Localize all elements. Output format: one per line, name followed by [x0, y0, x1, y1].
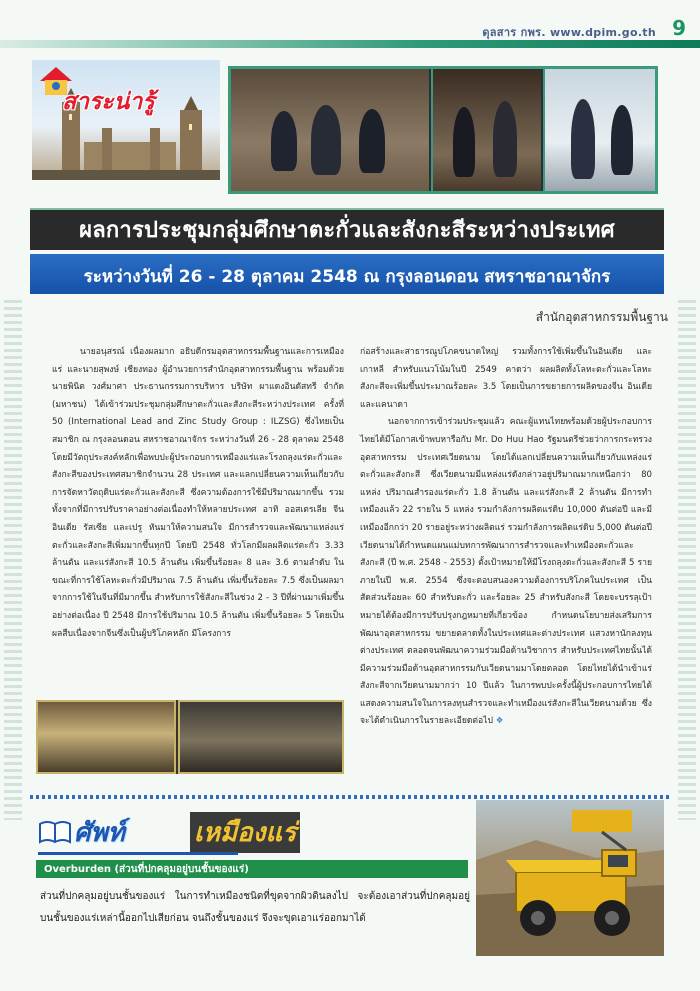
vocabulary-definition: ส่วนที่ปกคลุมอยู่บนชั้นของแร่ ในการทำเหมืองชนิดที่ขุดจากผิวดินลงไป จะต้องเอาส่วนที่ปกคลุมอยู่บนชั้นของแร่เหล่านี้ออกไปเสียก่อน จนถึงชั้นของแร่ จึงจะขุดเอาแร่ออกมาได้: [40, 891, 470, 924]
dump-truck-image: [476, 800, 664, 956]
meeting-photo-top: [228, 66, 658, 194]
left-column-text: นายอนุสรณ์ เนื่องผลมาก อธิบดีกรมอุตสาหกรรมพื้นฐานและการเหมืองแร่ และนายสุพงษ์ เชียงทอง ผู้อำนวยการสำนักอุตสาหกรรมพื้นฐาน พร้อมด้วยนายพินิต วงศ์มาศา ประธานกรรมการบริหาร บริษัท ผาแดงอินดัสทรี จำกัด (มหาชน) ได้เข้าร่วมประชุมกลุ่มศึกษาตะกั่วและสังกะสีระหว่างประเทศ ครั้งที่ 50 (International Lead and Zinc Study Group : ILZSG) ซึ่งไทยเป็นสมาชิก ณ กรุงลอนดอน สหราชอาณาจักร ระหว่างวันที่ 26 - 28 ตุลาคม 2548 โดยมีวัตถุประสงค์หลักเพื่อพบปะผู้ประกอบการเหมืองแร่และโรงถลุงแร่ตะกั่วและสังกะสีของประเทศสมาชิกจำนวน 28 ประเทศ และแลกเปลี่ยนความเห็นเกี่ยวกับการจัดหาวัตถุดิบแร่ตะกั่วและสังกะสี ซึ่งความต้องการใช้มีปริมาณมากขึ้น รวมทั้งจากที่มีการปรับราคาอย่างต่อเนื่องทำให้หลายประเทศ อาทิ ออสเตรเลีย จีน อินเดีย รัสเซีย และเปรู หันมาให้ความสนใจ มีการสำรวจและพัฒนาแหล่งแร่ตะกั่วและสังกะสีเพิ่มมากขึ้นทุกปี โดยปี 2548 ทั่วโลกมีผลผลิตแร่ตะกั่ว 3.33 ล้านตัน และแร่สังกะสี 10.5 ล้านตัน เพิ่มขึ้นร้อยละ 8 และ 3.6 ตามลำดับ ในขณะที่การใช้โลหะตะกั่วมีปริมาณ 7.5 ล้านตัน เพิ่มขึ้นร้อยละ 7.5 ซึ่งเป็นผลมาจากการใช้ในจีนที่มีมากขึ้น สำหรับการใช้สังกะสีในช่วง 2 - 3 ปีที่ผ่านมาเพิ่มขึ้นอย่างต่อเนื่อง ปี 2548 มีการใช้ปริมาณ 10.5 ล้านตัน เพิ่มขึ้นร้อยละ 5 โดยเป็นผลสืบเนื่องจากจีนซึ่งเป็นผู้บริโภคหลัก มีโครงการ: [52, 347, 344, 639]
publication-header: ดุลสาร กพร. www.dpim.go.th: [482, 26, 656, 39]
right-column-paragraph-1: ก่อสร้างและสาธารณูปโภคขนาดใหญ่ รวมทั้งการใช้เพิ่มขึ้นในอินเดีย และเกาหลี สำหรับแนวโน้มในปี 2549 คาดว่า ผลผลิตทั้งโลหะตะกั่วและโลหะสังกะสีจะเพิ่มขึ้นประมาณร้อยละ 3.5 โดยเป็นการขยายการผลิตของจีน อินเดีย และแคนาดา: [360, 347, 652, 410]
page-number: 9: [672, 16, 686, 40]
right-column-paragraph-2: นอกจากการเข้าร่วมประชุมแล้ว คณะผู้แทนไทยพร้อมด้วยผู้ประกอบการไทยได้มีโอกาสเข้าพบหารือกับ Mr. Do Huu Hao รัฐมนตรีช่วยว่าการกระทรวงอุตสาหกรรม ประเทศเวียดนาม โดยได้แลกเปลี่ยนความเห็นเกี่ยวกับแหล่งแร่ตะกั่วและสังกะสี ซึ่งเวียดนามมีแหล่งแร่ดังกล่าวอยู่ปริมาณมากเหนือกว่า 80 แหล่ง ปริมาณสำรองแร่ตะกั่ว 1.8 ล้านตัน และแร่สังกะสี 2 ล้านตัน มีการทำเหมืองแล้ว 22 รายใน 5 แหล่ง รวมกำลังการผลิตแร่ดิบ 10,000 ตันต่อปี และมีเหมืองอีกกว่า 20 รายอยู่ระหว่างผลิตแร่ รวมกำลังการผลิตแร่ดิบ 5,000 ตันต่อปี เวียดนามได้กำหนดแผนแม่บทการพัฒนาการสำรวจและทำเหมืองตะกั่วและสังกะสี (ปี พ.ศ. 2548 - 2553) ตั้งเป้าหมายให้มีโรงถลุงตะกั่วและสังกะสี 5 ราย ภายในปี พ.ศ. 2554 ซึ่งจะตอบสนองความต้องการบริโภคในประเทศ เป็นสัดส่วนร้อยละ 60 สำหรับตะกั่ว และร้อยละ 25 สำหรับสังกะสี โดยจะบรรลุเป้าหมายได้ต้องมีการปรับปรุงกฎหมายที่เกี่ยวข้อง กำหนดนโยบายส่งเสริมการพัฒนาอุตสาหกรรม ขยายตลาดทั้งในประเทศและต่างประเทศ แสวงหานักลงทุนต่างประเทศ ตลอดจนพัฒนาความร่วมมือด้านวิชาการ สำหรับประเทศไทยนั้นได้มีความร่วมมือด้านอุตสาหกรรมกับเวียดนามมาโดยตลอด โดยไทยได้นำเข้าแร่สังกะสีจากเวียดนามมากว่า 10 ปีแล้ว ในการพบปะครั้งนี้ผู้ประกอบการไทยได้แสดงความสนใจในการลงทุนสำรวจและทำเหมืองแร่สังกะสีในเวียดนามด้วย ซึ่งจะได้ดำเนินการในรายละเอียดต่อไป: [360, 417, 652, 727]
article-byline: สำนักอุตสาหกรรมพื้นฐาน: [535, 310, 668, 324]
header-stripe: [0, 40, 700, 48]
section-separator: [30, 795, 670, 799]
right-decoration: [678, 300, 696, 820]
vocabulary-title-part2: เหมืองแร่: [190, 812, 300, 853]
diamond-icon: ❖: [495, 716, 504, 727]
book-icon: [38, 820, 72, 844]
vocabulary-term: Overburden (ส่วนที่ปกคลุมอยู่บนชั้นของแร่): [44, 864, 249, 875]
vocabulary-underline: [38, 852, 238, 855]
article-title: ผลการประชุมกลุ่มศึกษาตะกั่วและสังกะสีระหว่างประเทศ: [79, 218, 615, 243]
article-right-column: [360, 344, 652, 731]
article-subtitle: ระหว่างวันที่ 26 - 28 ตุลาคม 2548 ณ กรุงลอนดอน สหราชอาณาจักร: [83, 267, 611, 287]
meeting-photo-bottom: [36, 700, 344, 774]
article-left-column: [52, 344, 344, 643]
column-logo: สาระน่ารู้: [62, 89, 155, 115]
left-decoration: [4, 300, 22, 820]
vocabulary-title-part1: ศัพท์: [74, 818, 125, 848]
